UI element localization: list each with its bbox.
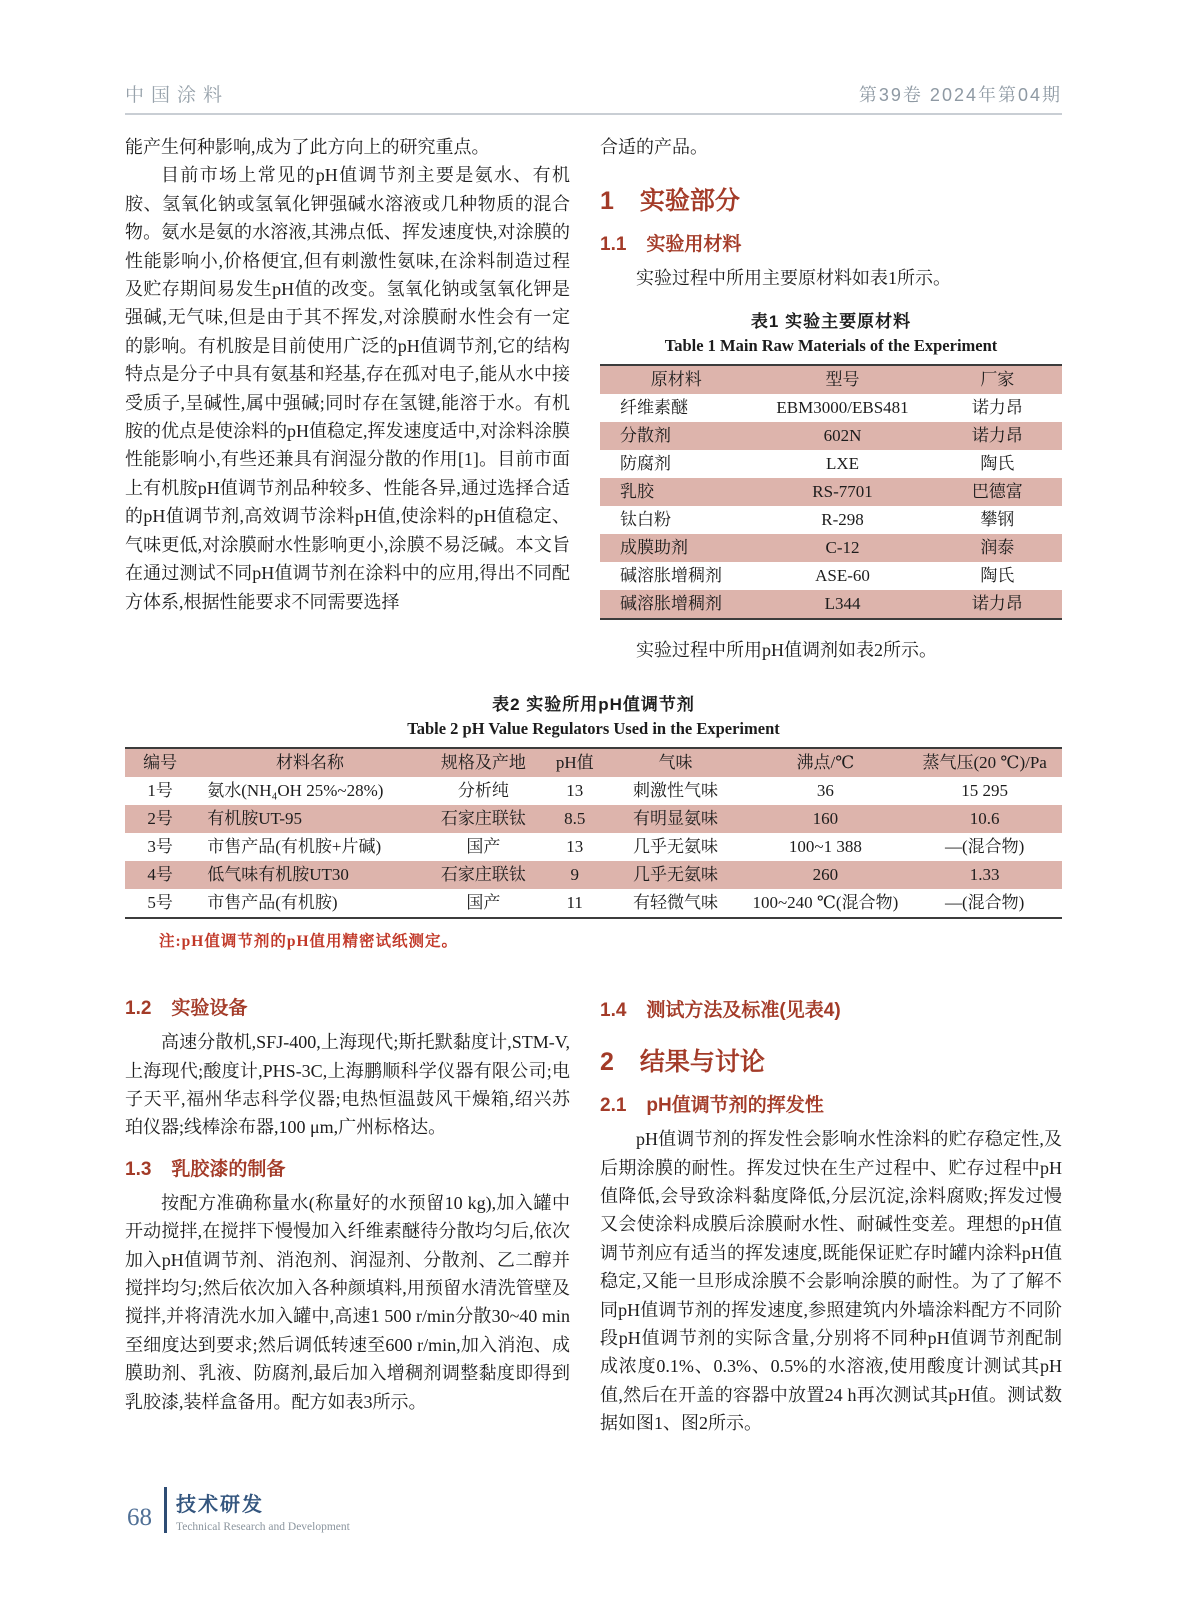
table-cell: 碱溶胀增稠剂 xyxy=(620,565,722,585)
table-cell: 陶氏 xyxy=(980,453,1015,473)
section-title: 实验用材料 xyxy=(646,234,742,256)
table-row xyxy=(600,450,1062,478)
table-cell: 36 xyxy=(816,781,834,801)
table-cell: 几乎无氨味 xyxy=(632,865,718,885)
column-header: 材料名称 xyxy=(276,753,345,773)
section-title: 测试方法及标准(见表4) xyxy=(646,1000,841,1022)
table1-caption-cn: 表1 实验主要原材料 xyxy=(750,311,912,331)
left-column-top xyxy=(125,133,570,664)
column-header: 厂家 xyxy=(980,369,1015,389)
table-cell: RS-7701 xyxy=(812,481,873,501)
footer-section-en: Technical Research and Development xyxy=(176,1520,350,1533)
paragraph-equipment: 高速分散机,SFJ-400,上海现代;斯托默黏度计,STM-V,上海现代;酸度计,PHS-3C,上海鹏顺科学仪器有限公司;电子天平,福州华志科学仪器;电热恒温鼓风干燥箱,绍兴苏珀仪器;线棒涂布器,100 μm,广州标格达。 xyxy=(125,1032,570,1138)
table-cell: 几乎无氨味 xyxy=(632,837,718,857)
table-cell: 诺力昂 xyxy=(971,397,1023,417)
table1-caption-en: Table 1 Main Raw Materials of the Experiment xyxy=(664,335,998,355)
table-cell: —(混合物) xyxy=(945,893,1025,913)
page-header xyxy=(0,0,1187,113)
paragraph-materials-intro: 实验过程中所用主要原材料如表1所示。 xyxy=(636,268,951,289)
section-2-heading xyxy=(600,1042,1062,1078)
section-2-1-heading xyxy=(600,1090,1062,1117)
table-cell: —(混合物) xyxy=(945,837,1025,857)
column-header: pH值 xyxy=(555,753,594,773)
column-header: 蒸气压(20 ℃)/Pa xyxy=(922,753,1047,773)
table-cell: 钛白粉 xyxy=(620,509,671,529)
page-content xyxy=(0,133,1187,1438)
right-column-bottom xyxy=(600,981,1062,1437)
page-number: 68 xyxy=(127,1504,152,1531)
section-title: 实验设备 xyxy=(171,998,248,1020)
table-row xyxy=(600,422,1062,450)
table-cell: 13 xyxy=(566,781,584,801)
paragraph-preparation: 按配方准确称量水(称量好的水预留10 kg),加入罐中开动搅拌,在搅拌下慢慢加入纤维素醚待分散均匀后,依次加入pH值调节剂、消泡剂、润湿剂、分散剂、乙二醇并搅拌均匀;然后依次加入各种颜填料,用预留水清洗管壁及搅拌,并将清洗水加入罐中,高速1 500 r/min分散30~40 min至细度达到要求;然后调低转速至600 r/min,加入消泡、成膜助剂、乳液、防腐剂,最后加入增稠剂调整黏度即得到乳胶漆,装样盒备用。配方如表3所示。 xyxy=(125,1192,570,1412)
table2-block xyxy=(125,690,1062,951)
table-row xyxy=(125,861,1062,889)
section-1-1-heading xyxy=(600,229,1062,256)
section-title: pH值调节剂的挥发性 xyxy=(646,1095,824,1117)
table-row xyxy=(125,889,1062,918)
table-cell: 5号 xyxy=(147,893,173,913)
table-row xyxy=(125,805,1062,833)
table-cell: 低气味有机胺UT30 xyxy=(207,865,349,885)
table-cell: R-298 xyxy=(821,509,864,529)
table-cell: 4号 xyxy=(147,865,173,885)
table-cell: 润泰 xyxy=(980,537,1015,557)
section-title: 实验部分 xyxy=(639,187,740,216)
section-number: 1.3 xyxy=(125,1158,152,1180)
table-cell: 有明显氨味 xyxy=(632,809,718,829)
section-1-2-heading xyxy=(125,993,570,1020)
table-row xyxy=(125,833,1062,861)
table-cell: 市售产品(有机胺) xyxy=(207,893,338,913)
section-1-heading xyxy=(600,181,1062,217)
column-header: 编号 xyxy=(143,753,178,773)
column-header: 沸点/℃ xyxy=(796,753,855,773)
column-header: 型号 xyxy=(825,369,860,389)
table2-ph-regulators xyxy=(125,747,1062,919)
table-cell: 石家庄联钛 xyxy=(440,809,526,829)
table-cell: 国产 xyxy=(466,893,501,913)
table-cell: 陶氏 xyxy=(980,565,1015,585)
table-cell: C-12 xyxy=(825,537,860,557)
table2-caption-en: Table 2 pH Value Regulators Used in the Experiment xyxy=(407,719,780,739)
footer-section xyxy=(176,1488,350,1533)
bottom-columns xyxy=(125,981,1062,1437)
table-cell: 有机胺UT-95 xyxy=(207,809,303,829)
table-cell: 攀钢 xyxy=(980,509,1015,529)
table2-note: 注:pH值调节剂的pH值用精密试纸测定。 xyxy=(159,933,459,951)
table-cell: 氨水(NH₄OH 25%~28%) xyxy=(207,781,384,801)
table-row xyxy=(600,478,1062,506)
table-cell: 15 295 xyxy=(961,781,1009,801)
table-cell: LXE xyxy=(826,453,860,473)
paragraph-volatility: pH值调节剂的挥发性会影响水性涂料的贮存稳定性,及后期涂膜的耐性。挥发过快在生产过程中、贮存过程中pH值降低,会导致涂料黏度降低,分层沉淀,涂料腐败;挥发过慢又会使涂料成膜后涂膜耐水性、耐碱性变差。理想的pH值调节剂应有适当的挥发速度,既能保证贮存时罐内涂料pH值稳定,又能一旦形成涂膜不会影响涂膜的耐性。为了了解不同pH值调节剂的挥发速度,参照建筑内外墙涂料配方不同阶段pH值调节剂的实际含量,分别将不同种pH值调节剂配制成浓度0.1%、0.3%、0.5%的水溶液,使用酸度计测试其pH值,然后在开盖的容器中放置24 h再次测试其pH值。测试数据如图1、图2所示。 xyxy=(600,1129,1062,1434)
section-number: 1 xyxy=(600,187,614,216)
table-cell: 602N xyxy=(823,425,862,445)
table-cell: 巴德富 xyxy=(971,481,1023,501)
table-cell: 100~240 ℃(混合物) xyxy=(752,893,899,913)
top-columns xyxy=(125,133,1062,664)
table-cell: 1.33 xyxy=(969,865,1000,885)
table-row xyxy=(600,534,1062,562)
table-cell: 诺力昂 xyxy=(971,593,1023,613)
table2-caption-cn: 表2 实验所用pH值调节剂 xyxy=(492,695,695,715)
table-cell: 国产 xyxy=(466,837,501,857)
table-cell: 纤维素醚 xyxy=(620,397,688,417)
column-header: 原材料 xyxy=(650,369,702,389)
table-cell: 13 xyxy=(566,837,584,857)
footer-divider xyxy=(164,1487,167,1533)
column-header: 规格及产地 xyxy=(440,753,526,773)
paragraph-regulators-intro: 实验过程中所用pH值调剂如表2所示。 xyxy=(636,639,937,660)
table-cell: 防腐剂 xyxy=(620,453,671,473)
table1-raw-materials xyxy=(600,364,1062,620)
table-cell: 乳胶 xyxy=(620,481,654,501)
section-number: 2 xyxy=(600,1048,614,1077)
section-number: 1.1 xyxy=(600,234,627,256)
table-cell: 分散剂 xyxy=(620,425,671,445)
table-cell: 诺力昂 xyxy=(971,425,1023,445)
section-title: 结果与讨论 xyxy=(639,1048,765,1077)
table-cell: 成膜助剂 xyxy=(620,537,688,557)
table-cell: 市售产品(有机胺+片碱) xyxy=(207,837,382,857)
table-header-row xyxy=(600,365,1062,394)
section-1-4-heading xyxy=(600,995,1062,1022)
left-column-bottom xyxy=(125,981,570,1437)
table-cell: 160 xyxy=(812,809,839,829)
table-cell: ASE-60 xyxy=(815,565,870,585)
table-row xyxy=(600,590,1062,619)
table-cell: 8.5 xyxy=(564,809,586,829)
table-cell: 3号 xyxy=(147,837,173,857)
table-cell: 10.6 xyxy=(969,809,1000,829)
right-column-top xyxy=(600,133,1062,664)
paragraph-intro-end: 能产生何种影响,成为了此方向上的研究重点。 xyxy=(125,137,490,157)
footer-section-cn: 技术研发 xyxy=(176,1493,264,1516)
header-rule xyxy=(125,113,1062,115)
table-cell: 100~1 388 xyxy=(788,837,862,857)
section-1-3-heading xyxy=(125,1154,570,1181)
volume-issue: 第39卷 2024年第04期 xyxy=(858,85,1062,105)
section-title: 乳胶漆的制备 xyxy=(171,1158,286,1180)
page-footer xyxy=(127,1487,350,1533)
table-row xyxy=(600,394,1062,422)
column-header: 气味 xyxy=(658,753,693,773)
table-cell: 260 xyxy=(812,865,839,885)
table-row xyxy=(125,777,1062,805)
table-cell: 有轻微气味 xyxy=(632,893,718,913)
table-header-row xyxy=(125,748,1062,777)
paragraph-continuation: 合适的产品。 xyxy=(600,137,708,157)
section-number: 2.1 xyxy=(600,1095,627,1117)
table-cell: 9 xyxy=(570,865,579,885)
table-cell: 2号 xyxy=(147,809,173,829)
section-number: 1.2 xyxy=(125,998,152,1020)
table-cell: 分析纯 xyxy=(457,781,509,801)
table-row xyxy=(600,506,1062,534)
table-row xyxy=(600,562,1062,590)
table-cell: 11 xyxy=(566,893,583,913)
table-cell: L344 xyxy=(824,593,861,613)
table-cell: EBM3000/EBS481 xyxy=(776,397,909,417)
section-number: 1.4 xyxy=(600,1000,627,1022)
table-cell: 石家庄联钛 xyxy=(440,865,526,885)
table-cell: 刺激性气味 xyxy=(632,781,718,801)
journal-title: 中国涂料 xyxy=(125,85,230,106)
paragraph-market-overview: 目前市场上常见的pH值调节剂主要是氨水、有机胺、氢氧化钠或氢氧化钾强碱水溶液或几种物质的混合物。氨水是氨的水溶液,其沸点低、挥发速度快,对涂膜的性能影响小,价格便宜,但有刺激性氨味,在涂料制造过程及贮存期间易发生pH值的改变。氢氧化钠或氢氧化钾是强碱,无气味,但是由于其不挥发,对涂膜耐水性会有一定的影响。有机胺是目前使用广泛的pH值调节剂,它的结构特点是分子中具有氨基和羟基,存在孤对电子,能从水中接受质子,呈碱性,属中强碱;同时存在氢键,能溶于水。有机胺的优点是使涂料的pH值稳定,挥发速度适中,对涂料涂膜性能影响小,有些还兼具有润湿分散的作用[1]。目前市面上有机胺pH值调节剂品种较多、性能各异,通过选择合适的pH值调节剂,高效调节涂料pH值,使涂料的pH值稳定、气味更低,对涂膜耐水性影响更小,涂膜不易泛碱。本文旨在通过测试不同pH值调节剂在涂料中的应用,得出不同配方体系,根据性能要求不同需要选择 xyxy=(125,165,570,612)
table-cell: 1号 xyxy=(147,781,173,801)
table-cell: 碱溶胀增稠剂 xyxy=(620,593,722,613)
